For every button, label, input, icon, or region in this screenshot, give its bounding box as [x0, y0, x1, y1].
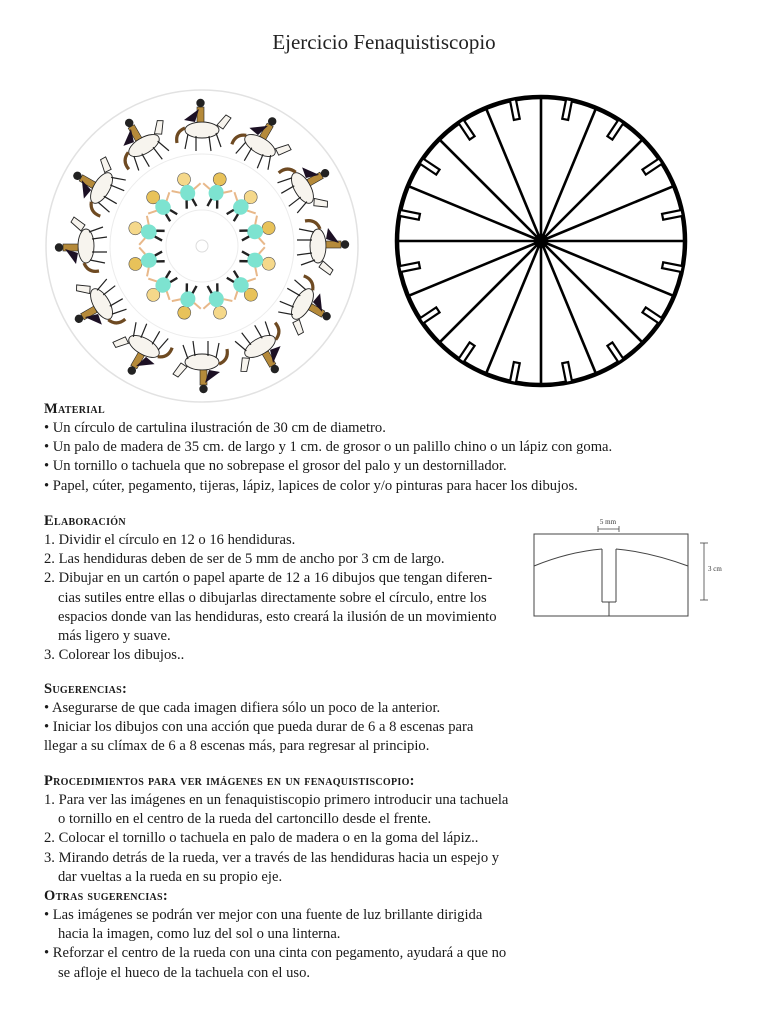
elaboracion-line: 1. Dividir el círculo en 12 o 16 hendiduras. [44, 532, 296, 548]
sugerencias-line: • Asegurarse de que cada imagen difiera sólo un poco de la anterior. [44, 700, 441, 716]
dancer-figure [125, 242, 167, 280]
sugerencias-heading: Sugerencias: [44, 681, 128, 697]
procedimientos-heading: Procedimientos para ver imágenes en un fenaquistiscopio: [44, 773, 415, 789]
procedimientos-line: o tornillo en el centro de la rueda del cartoncillo desde el frente. [58, 811, 432, 828]
material-item: • Un palo de madera de 35 cm. de largo y 1 cm. de grosor o un palillo chino o un lápiz con goma. [44, 439, 613, 456]
sugerencias-section [44, 680, 604, 757]
dancer-figure [220, 182, 266, 228]
procedimientos-line: dar vueltas a la rueda en su propio eje. [58, 868, 283, 885]
dancer-figure [138, 182, 184, 228]
elaboracion-line: espacios donde van las hendiduras, esto creará la ilusión de un movimiento [58, 608, 497, 625]
dancer-figure [168, 169, 206, 211]
sugerencias-line: • Iniciar los dibujos con una acción que pueda durar de 6 a 8 escenas para [44, 719, 474, 736]
procedimientos-line: 1. Para ver las imágenes en un fenaquistiscopio primero introducir una tachuela [44, 792, 509, 808]
elaboracion-section [44, 512, 604, 665]
elaboracion-heading: Elaboración [44, 513, 126, 529]
sugerencias-line: llegar a su clímax de 6 a 8 escenas más, para regresar al principio. [44, 738, 430, 755]
rider-figure [297, 221, 349, 275]
dancer-figure [168, 281, 206, 323]
material-item: • Papel, cúter, pegamento, tijeras, lápiz, lapices de color y/o pinturas para hacer los dibujos. [44, 477, 578, 494]
phenakistiscope-disc-illustration [44, 88, 360, 404]
procedimientos-line: 3. Mirando detrás de la rueda, ver a través de las hendiduras hacia un espejo y [44, 849, 500, 866]
otras-line: • Reforzar el centro de la rueda con una cinta con pegamento, ayudará a que no [44, 945, 507, 962]
slot-width-label: 5 mm [599, 518, 617, 526]
otras-heading: Otras sugerencias: [44, 888, 169, 905]
material-item: • Un tornillo o tachuela que no sobrepase el grosor del palo y un destornillador. [44, 458, 507, 475]
dancer-figure [220, 264, 266, 310]
elaboracion-line: más ligero y suave. [58, 628, 171, 645]
dancer-figure [237, 212, 279, 250]
elaboracion-line: cias sutiles entre ellas o dibujarlas directamente sobre el círculo, entre los [58, 589, 487, 606]
dancer-figure [237, 242, 279, 280]
elaboracion-line: 2. Dibujar en un cartón o papel aparte de 12 a 16 dibujos que tengan diferen- [44, 570, 493, 587]
elaboracion-line: 2. Las hendiduras deben de ser de 5 mm de ancho por 3 cm de largo. [44, 551, 445, 568]
slotted-wheel-diagram [390, 90, 692, 392]
dancer-figure [198, 281, 236, 323]
otras-line: hacia la imagen, como luz del sol o una linterna. [58, 926, 341, 943]
elaboracion-line: 3. Colorear los dibujos.. [44, 647, 185, 664]
otras-line: se afloje el hueco de la tachuela con el uso. [58, 964, 311, 981]
procedimientos-section [44, 772, 604, 983]
page-title: Ejercicio Fenaquistiscopio [272, 30, 496, 54]
dancer-figure [138, 264, 184, 310]
rider-figure [173, 341, 227, 393]
slot-dimension-diagram [528, 514, 728, 624]
material-heading: Material [44, 401, 105, 417]
material-section [44, 400, 613, 496]
slot-length-label: 3 cm [708, 565, 722, 573]
rider-figure [177, 99, 231, 151]
otras-line: • Las imágenes se podrán ver mejor con una fuente de luz brillante dirigida [44, 907, 483, 924]
dancer-figure [125, 212, 167, 250]
procedimientos-line: 2. Colocar el tornillo o tachuela en palo de madera o en la goma del lápiz.. [44, 830, 479, 847]
dancer-figure [198, 169, 236, 211]
material-item: • Un círculo de cartulina ilustración de 30 cm de diametro. [44, 420, 386, 436]
rider-figure [55, 217, 107, 271]
